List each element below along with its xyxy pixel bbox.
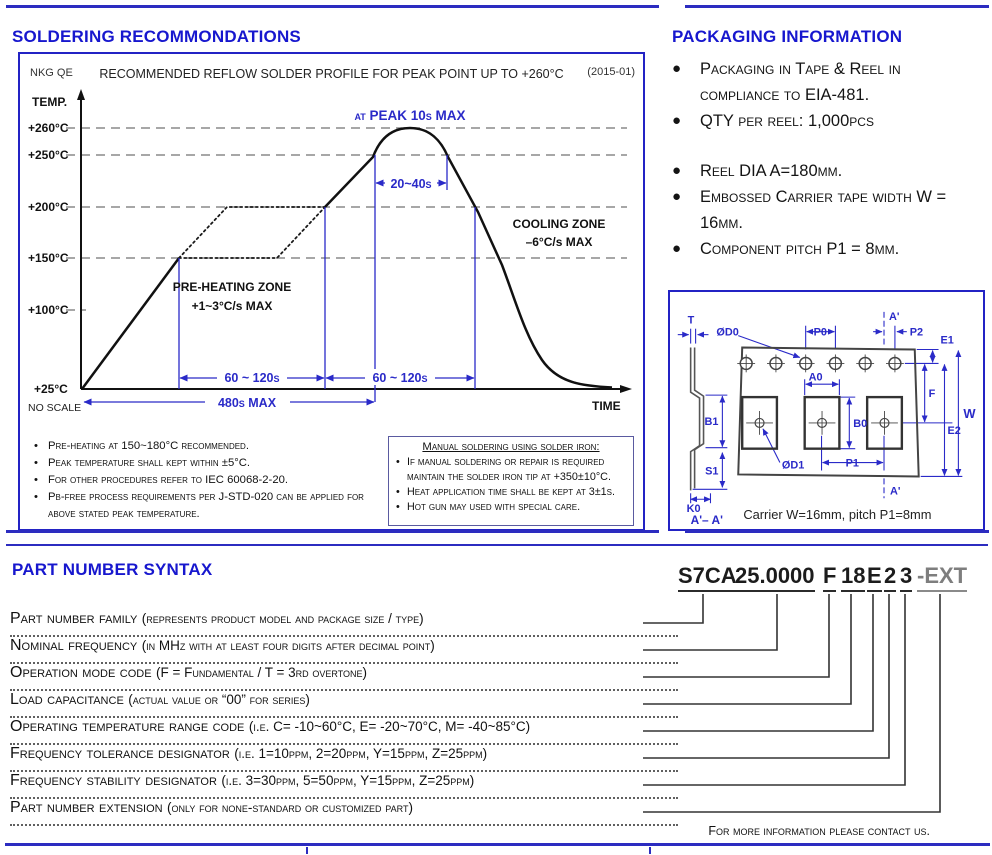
profile-ramp (82, 258, 179, 389)
x-axis-arrow (620, 385, 632, 393)
pn-row-main: Load capacitance (10, 691, 129, 708)
dim-label-b0: B0 (853, 417, 868, 430)
bullet-icon: • (34, 440, 38, 452)
dim-label-e2: E2 (947, 424, 961, 437)
pn-segment-load: 18 (841, 563, 865, 592)
dim-label-t: T (687, 314, 695, 327)
tape-cross-section (691, 348, 704, 491)
packaging-text: Component pitch P1 = 8mm. (700, 240, 900, 258)
pn-row-paren: (represents product model and package size / type) (141, 611, 424, 626)
y-axis-label: TEMP. (32, 95, 68, 109)
no-scale-label: NO SCALE (28, 402, 82, 414)
dim-label-b1: B1 (704, 415, 719, 428)
manual-box-title: Manual soldering using solder iron: (422, 441, 600, 453)
cooling-zone-line2: –6°C/s MAX (525, 235, 593, 249)
pn-row-main: Part number extension (10, 799, 168, 816)
pn-row-extension (10, 799, 678, 826)
pn-row-paren: (i.e. C= -10~60°C, E= -20~70°C, M= -40~85°C) (248, 719, 531, 734)
soldering-title: SOLDERING RECOMMONDATIONS (12, 27, 301, 46)
chart-title: RECOMMENDED REFLOW SOLDER PROFILE FOR PEAK POINT UP TO +260°C (99, 67, 564, 81)
dim-label-p1: P1 (845, 457, 859, 470)
bullet-icon: • (396, 486, 400, 498)
pn-row-stability (10, 772, 678, 799)
part-number-title: PART NUMBER SYNTAX (12, 560, 213, 579)
footer-tick-left (306, 847, 308, 854)
packaging-item (672, 184, 986, 236)
part-number-section (0, 548, 992, 855)
pn-row-main: Nominal frequency (10, 637, 142, 654)
y-axis-arrow (77, 89, 85, 100)
chart-header-right: (2015-01) (587, 66, 635, 78)
packaging-item (672, 158, 986, 184)
dim-label-e1: E1 (940, 334, 954, 347)
pn-row-temp (10, 718, 678, 745)
tick-25: +25°C (34, 382, 68, 396)
chart-header-left: NKG QE (30, 67, 73, 79)
note-text: Pb-free process requirements per J-STD-020 can be applied for above stated peak temperature. (48, 491, 364, 520)
pn-row-main: Frequency tolerance designator (10, 745, 235, 762)
packaging-text: Packaging in Tape & Reel in compliance to EIA-481. (700, 60, 901, 104)
pn-segment-tolerance: 2 (884, 563, 896, 592)
manual-box-text: If manual soldering or repair is required maintain the solder iron tip at +350±10°C. (407, 456, 611, 483)
carrier-tape-diagram (670, 292, 982, 528)
tick-100: +100°C (28, 303, 69, 317)
contact-note: For more information please contact us. (708, 824, 930, 838)
bullet-icon: ● (672, 162, 682, 179)
pn-segment-temp: E (867, 563, 882, 592)
dim-label-d1: ØD1 (781, 459, 805, 472)
bullet-icon: • (396, 501, 400, 513)
note-item (34, 489, 386, 523)
pn-row-paren: (in MHz with at least four digits after decimal point) (141, 638, 435, 653)
preheat-zone-line1: PRE-HEATING ZONE (172, 280, 292, 294)
pn-row-load (10, 691, 678, 718)
note-text: For other procedures refer to IEC 60068-2-20. (48, 474, 289, 486)
note-item (34, 472, 386, 489)
total-time-label: 480s MAX (217, 396, 277, 410)
dim-label-w: W (963, 405, 976, 421)
bullet-icon: • (34, 491, 38, 503)
manual-box-item (396, 485, 626, 500)
bullet-icon: ● (672, 60, 682, 77)
pn-segment-extension: -EXT (917, 563, 967, 592)
ramp2-label: 60 ~ 120s (372, 371, 428, 385)
bullet-icon: • (396, 456, 400, 468)
manual-box-item (396, 500, 626, 515)
soldering-notes (34, 438, 386, 523)
manual-box-text: Hot gun may used with special care. (407, 501, 581, 513)
pn-row-paren: (only for none-standard or customized part) (167, 800, 413, 815)
mid-rule-right (685, 530, 989, 533)
list-gap (672, 134, 986, 158)
ramp1-label: 60 ~ 120s (224, 371, 280, 385)
preheat-zone-line2: +1~3°C/s MAX (191, 299, 273, 313)
reflow-profile-box (18, 52, 645, 531)
guide-lines (179, 155, 475, 402)
pn-row-paren: (F = Fundamental / T = 3rd overtone) (155, 665, 368, 680)
pn-row-main: Operation mode code (10, 664, 156, 681)
peak-note: at PEAK 10s MAX (354, 108, 466, 123)
pn-row-family (10, 610, 678, 637)
peak-window-label: 20~40s (390, 177, 432, 191)
top-rule-left (6, 5, 659, 8)
pn-row-paren: (actual value or “00” for series) (128, 692, 310, 707)
pn-row-paren: (i.e. 1=10ppm, 2=20ppm, Y=15ppm, Z=25ppm) (234, 746, 488, 761)
sprocket-holes (737, 354, 904, 372)
chart-header (20, 54, 643, 80)
note-text: Peak temperature shall kept within ±5°C. (48, 457, 251, 469)
manual-box-text: Heat application time shall be kept at 3±1s. (407, 486, 615, 498)
packaging-text: QTY per reel: 1,000pcs (700, 112, 874, 130)
tick-250: +250°C (28, 148, 69, 162)
packaging-title: PACKAGING INFORMATION (672, 27, 903, 46)
dim-label-k0: K0 (686, 503, 701, 516)
carrier-tape-box (668, 290, 985, 531)
pn-row-main: Part number family (10, 610, 142, 627)
mid-rule-left (6, 530, 659, 533)
pn-segment-frequency: 25.0000 (735, 563, 815, 592)
bullet-icon: ● (672, 240, 682, 257)
carrier-caption: Carrier W=16mm, pitch P1=8mm (743, 507, 932, 523)
packaging-list (672, 56, 986, 262)
preheat-band-dotted (179, 207, 325, 258)
x-axis-label: TIME (592, 399, 621, 413)
dim-label-s1: S1 (705, 465, 719, 478)
note-item (34, 455, 386, 472)
manual-box-item (396, 455, 626, 485)
manual-soldering-box (388, 436, 634, 526)
pn-segment-mode: F (823, 563, 836, 592)
pn-row-main: Frequency stability designator (10, 772, 222, 789)
cooling-zone-line1: COOLING ZONE (512, 217, 606, 231)
dim-label-p0: P0 (813, 326, 827, 339)
pn-row-frequency (10, 637, 678, 664)
section-label: A'– A' (690, 513, 723, 528)
packaging-text: Embossed Carrier tape width W = 16mm. (700, 188, 947, 232)
dim-label-a-bottom: A' (889, 485, 901, 498)
dim-label-f: F (928, 388, 936, 401)
pn-row-mode (10, 664, 678, 691)
note-text: Pre-heating at 150~180°C recommended. (48, 440, 249, 452)
bullet-icon: ● (672, 112, 682, 129)
packaging-text: Reel DIA A=180mm. (700, 162, 843, 180)
packaging-item (672, 236, 986, 262)
bullet-icon: ● (672, 188, 682, 205)
dim-label-a-top: A' (888, 310, 900, 323)
pn-segment-stability: 3 (900, 563, 912, 592)
pn-row-main: Operating temperature range code (10, 718, 249, 735)
pn-row-paren: (i.e. 3=30ppm, 5=50ppm, Y=15ppm, Z=25ppm) (221, 773, 475, 788)
footer-tick-right (649, 847, 651, 854)
part-number-rows (10, 610, 678, 826)
pn-row-tolerance (10, 745, 678, 772)
pn-segment-family: S7CA (678, 563, 737, 592)
packaging-item (672, 56, 986, 108)
note-item (34, 438, 386, 455)
dim-label-p2: P2 (909, 326, 924, 339)
dim-label-d0: ØD0 (716, 326, 739, 339)
mid-rule-full (6, 544, 988, 546)
packaging-item (672, 108, 986, 134)
top-rule-right (685, 5, 989, 8)
bullet-icon: • (34, 474, 38, 486)
pocket-centers (746, 411, 898, 435)
reflow-profile-chart (20, 80, 643, 432)
dim-label-a0: A0 (808, 371, 823, 384)
tick-200: +200°C (28, 200, 69, 214)
tick-260: +260°C (28, 121, 69, 135)
footer-rule (5, 843, 990, 846)
tick-150: +150°C (28, 251, 69, 265)
bullet-icon: • (34, 457, 38, 469)
